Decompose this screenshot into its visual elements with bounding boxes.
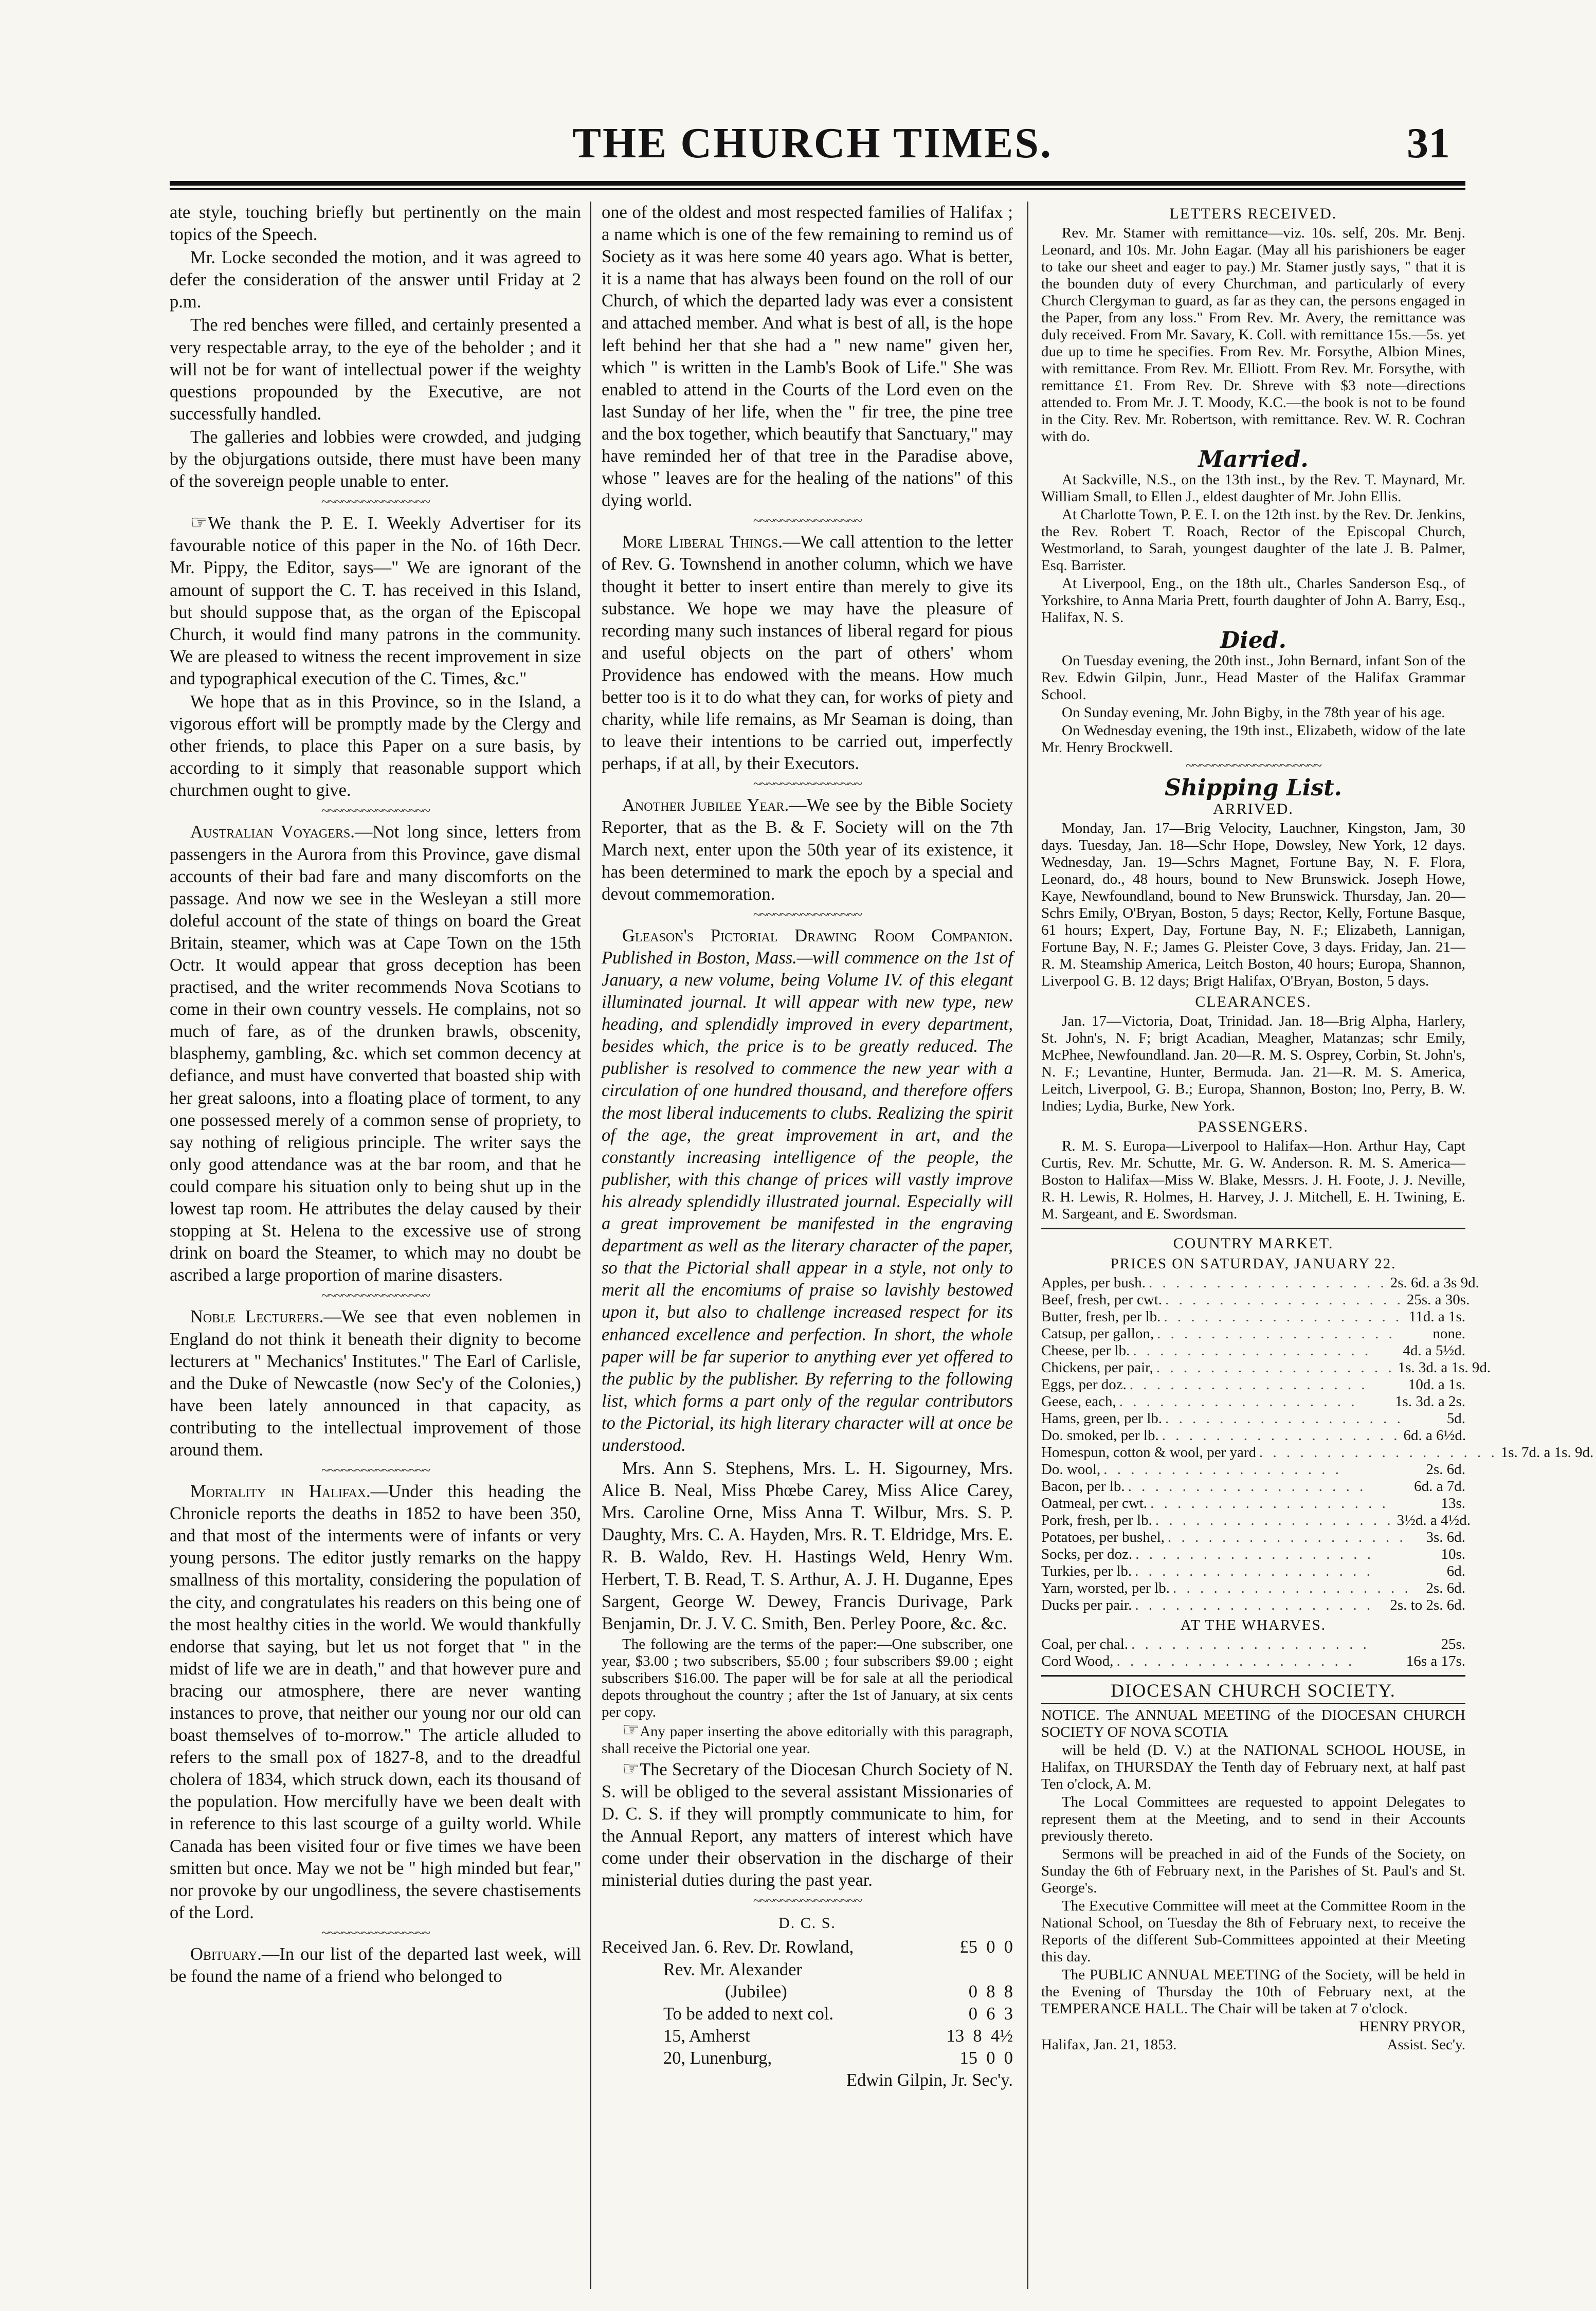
market-item: Socks, per doz. xyxy=(1041,1546,1133,1562)
market-row xyxy=(1041,1291,1470,1308)
market-row xyxy=(1041,1478,1465,1495)
article-paragraph: ate style, touching briefly but pertinently on the main topics of the Speech. xyxy=(170,203,581,245)
leader-dots: . . . . . . . . . . . . . . . . . . xyxy=(1155,1512,1394,1528)
notice-date: Halifax, Jan. 21, 1853. xyxy=(1041,2036,1177,2053)
column-2 xyxy=(602,202,1013,2289)
article-liberal-things: More Liberal Things.—We call attention to the letter of Rev. G. Townshend in another column, which we have thought it better to insert entire than merely to give its substance. We hope we may have the pleasure of recording many such instances of liberal regard for pious and useful objects on the part of others' whom Providence has endowed with the means. How much better too is it to do what they can, for works of piety and charity, while life remains, as Mr Seaman is doing, than to leave their intentions to be carried out, imperfectly perhaps, if at all, by their Executors. xyxy=(602,532,1013,774)
market-date: PRICES ON SATURDAY, JANUARY 22. xyxy=(1110,1255,1396,1272)
market-item: Butter, fresh, per lb. xyxy=(1041,1308,1161,1325)
market-row xyxy=(1041,1597,1465,1614)
wavy-divider: ~~~~~~~~~~~~~~~~~~~~ xyxy=(1186,758,1321,774)
market-price: 6d. xyxy=(1446,1563,1465,1579)
leader-dots: . . . . . . . . . . . . . . . . . . xyxy=(1129,1376,1368,1393)
market-price: 2s. 6d. a 3s 9d. xyxy=(1390,1275,1479,1291)
newspaper-title: THE CHURCH TIMES. xyxy=(572,119,1053,167)
article-paragraph: one of the oldest and most respected families of Halifax ; a name which is one of the few remaining to remind us of Society as it was here some 40 years ago. What is better, it is a name that has always been found on the roll of our Church, of which the departed lady was ever a consistent and attached member. And what is best of all, is the hope left behind her that she had a " new name" given her, which " is written in the Lamb's Book of Life." She was enabled to attend in the Courts of the Lord even on the last Sunday of her life, when the " fir tree, the pine tree and the box together, which beautify that Sanctuary," may have reminded her of that tree in the Paradise above, whose " leaves are for the healing of the nations" of this dying world. xyxy=(602,203,1013,511)
passengers-list: R. M. S. Europa—Liverpool to Halifax—Hon. Arthur Hay, Capt Curtis, Rev. Mr. Schutte, Mr. G. W. Anderson. R. M. S. America—Boston to Halifax—Miss W. Blake, Messrs. J. H. Foote, J. J. Neville, R. H. Lewis, R. Holmes, H. Harvey, J. J. Mitchell, E. H. Twining, E. M. Sargeant, and E. Swordsman. xyxy=(1041,1138,1465,1222)
market-row xyxy=(1041,1393,1465,1410)
article-paragraph: The red benches were filled, and certainly presented a very respectable array, to the eye of the beholder ; and it will not be for want of intellectual power if the weighty questions propounded by the Executive, are not successfully handled. xyxy=(170,315,581,424)
market-row xyxy=(1041,1461,1465,1478)
country-market-heading: COUNTRY MARKET. xyxy=(1173,1235,1334,1252)
market-item: Oatmeal, per cwt. xyxy=(1041,1495,1148,1512)
market-price: 6d. a 6½d. xyxy=(1403,1427,1466,1444)
article-paragraph: The galleries and lobbies were crowded, and judging by the objurgations outside, there must have been many of the sovereign people unable to enter. xyxy=(170,427,581,492)
market-item: Yarn, worsted, per lb. xyxy=(1041,1580,1170,1596)
market-row xyxy=(1041,1342,1465,1359)
market-price: 1s. 3d. a 2s. xyxy=(1395,1393,1465,1410)
market-item: Cord Wood, xyxy=(1041,1653,1114,1669)
article-anypaper: ☞Any paper inserting the above editorially with this paragraph, shall receive the Pictorial one year. xyxy=(602,1719,1013,1757)
notice-paragraph: Sermons will be preached in aid of the Funds of the Society, on Sunday the 6th of February next, in the Parishes of St. Paul's and St. George's. xyxy=(1041,1846,1465,1896)
letters-received: Rev. Mr. Stamer with remittance—viz. 10s. self, 20s. Mr. Benj. Leonard, and 10s. Mr. John Eagar. (May all his parishioners be eager to take our sheet and eager to pay.) Mr. Stamer justly says, " that it is the bounden duty of every Churchman, and particularly of every Church Clergyman to guard, as far as they can, the persons engaged in the Paper, from any loss." From Rev. Mr. Avery, the remittance was duly received. From Mr. Savary, K. Coll. with remittance 15s.—5s. yet due up to time he specifies. From Rev. Mr. Forsythe, Albion Mines, with remittance. From Rev. Mr. Elliott. From Rev. Mr. Forsythe, with remittance £1. From Rev. Dr. Shreve with $3 note—directions attended to. From Mr. J. T. Moody, K.C.—the book is not to be found in the City. Rev. Mr. Robertson, with remittance. Rev. W. R. Cochran with do. xyxy=(1041,225,1465,445)
table-row: Received Jan. 6. Rev. Dr. Rowland, £5 0 0 xyxy=(602,1937,1013,1957)
leader-dots: . . . . . . . . . . . . . . . . . . xyxy=(1164,1308,1403,1325)
wharves-price-list xyxy=(1041,1636,1465,1670)
market-item: Turkies, per lb. xyxy=(1041,1563,1132,1579)
section-rule xyxy=(1041,1228,1465,1229)
death-notice: On Wednesday evening, the 19th inst., Elizabeth, widow of the late Mr. Henry Brockwell. xyxy=(1041,722,1465,756)
market-row xyxy=(1041,1275,1479,1291)
article-mortality: Mortality in Halifax.—Under this heading the Chronicle reports the deaths in 1852 to have been 350, and that most of the interments were of infants or very young persons. The editor justly remarks on the happy smallness of this mortality, considering the population of the city, and congratulates his readers on this being one of the most healthy cities in the world. We would thankfully endorse that saying, but let us not forget that " in the midst of life we are in death," and that however pure and bracing our atmosphere, there are never wanting instances to prove, that neither our young nor our old can boast themselves of to-morrow." The article alluded to refers to the small pox of 1827-8, and to the dreadful cholera of 1834, which struck down, each its thousand of the population. How mercifully have we been dealt with in reference to this last scourge of a guilty world. While Canada has been visited four or five times we have been smitten but once. May we not be " high minded but fear," nor provoke by our ungodliness, the severe chastisements of the Lord. xyxy=(170,1482,581,1922)
article-paragraph: Mr. Locke seconded the motion, and it was agreed to defer the consideration of the answer until Friday at 2 p.m. xyxy=(170,248,581,312)
market-row xyxy=(1041,1512,1471,1529)
market-price: 2s. 6d. xyxy=(1426,1461,1465,1478)
leader-dots: . . . . . . . . . . . . . . . . . . xyxy=(1148,1275,1387,1291)
market-price: 6d. a 7d. xyxy=(1414,1478,1465,1495)
notice-signature: HENRY PRYOR, xyxy=(1359,2018,1465,2035)
market-price: 13s. xyxy=(1441,1495,1465,1512)
article-advertiser: ☞We thank the P. E. I. Weekly Advertiser for its favourable notice of this paper in the No. of 16th Decr. Mr. Pippy, the Editor, says—" We are ignorant of the amount of support the C. T. has received in this Island, but should suppose that, as the organ of the Episcopal Church, it would find many patrons in the community. We are pleased to witness the recent improvement in size and typographical execution of the C. Times, &c." xyxy=(170,512,581,688)
leader-dots: . . . . . . . . . . . . . . . . . . xyxy=(1150,1495,1389,1512)
married-heading: Married. xyxy=(1198,446,1309,472)
market-price: 5d. xyxy=(1446,1410,1465,1427)
market-item: Potatoes, per bushel, xyxy=(1041,1529,1165,1545)
article-secretary: ☞The Secretary of the Diocesan Church Society of N. S. will be obliged to the several assistant Missionaries of D. C. S. if they will promptly communicate to him, for the Annual Report, any matters of interest which have come under their observation in the discharge of their ministerial duties during the past year. xyxy=(602,1758,1013,1890)
leader-dots: . . . . . . . . . . . . . . . . . . xyxy=(1119,1393,1358,1410)
table-row: 15, Amherst 13 8 4½ xyxy=(663,2026,1013,2046)
arrived-heading: ARRIVED. xyxy=(1213,800,1294,817)
leader-dots: . . . . . . . . . . . . . . . . . . xyxy=(1172,1580,1411,1596)
market-item: Do. smoked, per lb. xyxy=(1041,1427,1159,1444)
market-price-list xyxy=(1041,1275,1594,1614)
pointing-hand-icon: ☞ xyxy=(622,1719,640,1741)
arrived-list: Monday, Jan. 17—Brig Velocity, Lauchner, Kingston, Jam, 30 days. Tuesday, Jan. 18—Schr Hope, Dowsley, New York, 12 days. Wednesday, Jan. 19—Schrs Magnet, Fortune Bay, N. F. Flora, Leonard, do., 48 hours, bound to New Brunswick. Joseph Howe, Kaye, Newfoundland, bound to New Brunswick. Thursday, Jan. 20—Schrs Emily, O'Bryan, Boston, 5 days; Rector, Kelly, Fortune Basque, 61 hours; Expert, Day, Fortune Bay, N. F.; Elizabeth, Lannigan, Fortune Bay, N. F.; James G. Pleister Cove, 3 days. Friday, Jan. 21—R. M. Steamship America, Leitch Boston, 40 hours; Europa, Shannon, Liverpool G. B. 12 days; Brigt Halifax, O'Bryan, Boston, 5 days. xyxy=(1041,820,1465,989)
table-row: 20, Lunenburg, 15 0 0 xyxy=(663,2048,1013,2068)
market-item: Do. wool, xyxy=(1041,1461,1101,1478)
market-item: Coal, per chal. xyxy=(1041,1636,1129,1652)
market-price: 3½d. a 4½d. xyxy=(1396,1512,1471,1528)
dcs-signature: Edwin Gilpin, Jr. Sec'y. xyxy=(846,2070,1013,2090)
market-item: Bacon, per lb. xyxy=(1041,1478,1125,1495)
leader-dots: . . . . . . . . . . . . . . . . . . xyxy=(1116,1653,1355,1669)
market-price: 1s. 7d. a 1s. 9d. xyxy=(1500,1444,1594,1461)
clearances-heading: CLEARANCES. xyxy=(1195,993,1312,1010)
market-item: Beef, fresh, per cwt. xyxy=(1041,1291,1163,1308)
page-number: 31 xyxy=(1407,119,1450,167)
wavy-divider: ~~~~~~~~~~~~~~~~ xyxy=(321,1288,430,1304)
leader-dots: . . . . . . . . . . . . . . . . . . xyxy=(1165,1410,1404,1427)
wavy-divider: ~~~~~~~~~~~~~~~~ xyxy=(753,513,862,530)
section-rule xyxy=(1041,1703,1465,1704)
column-3 xyxy=(1041,202,1594,2289)
market-price: 3s. 6d. xyxy=(1426,1529,1465,1545)
market-item: Pork, fresh, per lb. xyxy=(1041,1512,1152,1528)
married-notice: At Sackville, N.S., on the 13th inst., by the Rev. T. Maynard, Mr. William Small, to Ellen J., eldest daughter of Mr. John Ellis. xyxy=(1041,471,1465,505)
market-price: 16s a 17s. xyxy=(1406,1653,1465,1669)
masthead xyxy=(170,118,1455,180)
leader-dots: . . . . . . . . . . . . . . . . . . xyxy=(1157,1325,1395,1342)
market-row xyxy=(1041,1410,1465,1427)
market-row xyxy=(1041,1308,1465,1325)
married-notice: At Liverpool, Eng., on the 18th ult., Charles Sanderson Esq., of Yorkshire, to Anna Maria Prett, fourth daughter of John A. Barry, Esq., Halifax, N. S. xyxy=(1041,575,1465,626)
market-row xyxy=(1041,1376,1465,1393)
shipping-list-heading: Shipping List. xyxy=(1165,775,1342,801)
column-1 xyxy=(170,202,581,2289)
article-jubilee: Another Jubilee Year.—We see by the Bible Society Reporter, that as the B. & F. Society will on the 7th March next, enter upon the 50th year of its existence, it has been determined to mark the epoch by a special and devout commemoration. xyxy=(602,795,1013,904)
market-row xyxy=(1041,1580,1465,1597)
leader-dots: . . . . . . . . . . . . . . . . . . xyxy=(1135,1546,1374,1562)
market-price: 11d. a 1s. xyxy=(1408,1308,1465,1325)
table-row: Rev. Mr. Alexander xyxy=(663,1959,802,1979)
wavy-divider: ~~~~~~~~~~~~~~~~ xyxy=(321,494,430,511)
dcs-heading: D. C. S. xyxy=(778,1915,836,1932)
market-price: none. xyxy=(1432,1325,1465,1342)
pointing-hand-icon: ☞ xyxy=(190,512,208,534)
table-row: (Jubilee) 0 8 8 xyxy=(725,1981,1013,2001)
leader-dots: . . . . . . . . . . . . . . . . . . xyxy=(1259,1444,1498,1461)
wavy-divider: ~~~~~~~~~~~~~~~~ xyxy=(321,803,430,820)
notice-paragraph: The Local Committees are requested to appoint Delegates to represent them at the Meeting, and to send in their Accounts previously thereto. xyxy=(1041,1794,1465,1844)
market-item: Homespun, cotton & wool, per yard xyxy=(1041,1444,1257,1461)
dcs-receipts-table xyxy=(602,1936,1013,2069)
leader-dots: . . . . . . . . . . . . . . . . . . xyxy=(1135,1563,1373,1579)
pointing-hand-icon: ☞ xyxy=(622,1758,640,1780)
letters-received-heading: LETTERS RECEIVED. xyxy=(1169,205,1337,222)
market-row xyxy=(1041,1427,1465,1444)
leader-dots: . . . . . . . . . . . . . . . . . . xyxy=(1135,1597,1374,1613)
market-item: Ducks per pair. xyxy=(1041,1597,1132,1613)
masthead-rule-thin xyxy=(170,188,1465,190)
market-item: Cheese, per lb. xyxy=(1041,1342,1130,1359)
market-item: Geese, each, xyxy=(1041,1393,1116,1410)
market-row xyxy=(1041,1495,1465,1512)
market-row xyxy=(1041,1529,1465,1546)
wavy-divider: ~~~~~~~~~~~~~~~~ xyxy=(753,776,862,793)
article-noble-lecturers: Noble Lecturers.—We see that even noblemen in England do not think it beneath their dignity to become lecturers at " Mechanics' Institutes." The Earl of Carlisle, and the Duke of Newcastle (now Sec'y of the Colonies,) have been lately announced in that capacity, as contributing to the intellectual improvement of those around them. xyxy=(170,1307,581,1460)
wavy-divider: ~~~~~~~~~~~~~~~~ xyxy=(753,906,862,923)
market-row xyxy=(1041,1653,1465,1670)
leader-dots: . . . . . . . . . . . . . . . . . . xyxy=(1133,1342,1372,1359)
market-price: 1s. 3d. a 1s. 9d. xyxy=(1398,1359,1491,1376)
market-row xyxy=(1041,1444,1594,1461)
market-price: 2s. 6d. xyxy=(1426,1580,1465,1596)
article-australian-voyagers: Australian Voyagers.—Not long since, letters from passengers in the Aurora from this Province, gave dismal accounts of their bad fare and many discomforts on the passage. And now we see in the Wesleyan a still more doleful account of the state of things on board the Great Britain, steamer, which was at Cape Town on the 15th Octr. It would appear that gross deception has been practised, and the writer recommends Nova Scotians to come in their own country vessels. He complains, not so much of fare, as of the drunken brawls, obscenity, blasphemy, gambling, &c. which set common decency at defiance, and must have converted that boasted ship with her great saloons, into a floating place of torment, to any one possessed merely of a common sense of propriety, to say nothing of religious principle. The writer says the only good attendance was at the bar room, and that he could compare his situation only to being shut up in the lowest tap room. He attributes the delay caused by their stopping at St. Helena to the excessive use of strong drink on board the Steamer, to which may no doubt be ascribed a large proportion of marine disasters. xyxy=(170,822,581,1285)
market-item: Eggs, per doz. xyxy=(1041,1376,1127,1393)
market-price: 2s. to 2s. 6d. xyxy=(1390,1597,1465,1613)
section-rule xyxy=(1041,1675,1465,1677)
article-paragraph: The following are the terms of the paper:—One subscriber, one year, $3.00 ; two subscribers, $5.00 ; four subscribers $9.00 ; eight subscribers $16.00. The paper will be for sale at all the periodical depots throughout the country ; after the 1st of January, at six cents per copy. xyxy=(602,1635,1013,1720)
leader-dots: . . . . . . . . . . . . . . . . . . xyxy=(1156,1359,1395,1376)
market-item: Apples, per bush. xyxy=(1041,1275,1146,1291)
market-row xyxy=(1041,1563,1465,1580)
leader-dots: . . . . . . . . . . . . . . . . . . xyxy=(1128,1478,1367,1495)
died-heading: Died. xyxy=(1220,627,1286,653)
death-notice: On Sunday evening, Mr. John Bigby, in the 78th year of his age. xyxy=(1062,704,1445,721)
article-paragraph: We hope that as in this Province, so in the Island, a vigorous effort will be promptly made by the Clergy and other friends, to place this Paper on a sure basis, by according to it simply that reasonable support which churchmen ought to give. xyxy=(170,692,581,800)
market-item: Catsup, per gallon, xyxy=(1041,1325,1154,1342)
market-price: 10d. a 1s. xyxy=(1408,1376,1465,1393)
wavy-divider: ~~~~~~~~~~~~~~~~ xyxy=(321,1463,430,1479)
wavy-divider: ~~~~~~~~~~~~~~~~ xyxy=(321,1925,430,1941)
market-row xyxy=(1041,1636,1465,1653)
market-price: 4d. a 5½d. xyxy=(1403,1342,1465,1359)
notice-paragraph: The Executive Committee will meet at the Committee Room in the National School, on Tuesday the 8th of February next, to receive the Reports of the different Sub-Committees appointed at their Meeting this day. xyxy=(1041,1898,1465,1965)
notice-lead: NOTICE. The ANNUAL MEETING of the DIOCESAN CHURCH SOCIETY OF NOVA SCOTIA xyxy=(1041,1707,1465,1740)
notice-footer xyxy=(1041,2036,1465,2053)
leader-dots: . . . . . . . . . . . . . . . . . . xyxy=(1103,1461,1342,1478)
married-notice: At Charlotte Town, P. E. I. on the 12th inst. by the Rev. Dr. Jenkins, the Rev. Robert T. Roach, Rector of the Episcopal Church, Westmorland, to Sarah, youngest daughter of the late J. B. Palmer, Esq. Barrister. xyxy=(1041,506,1465,574)
leader-dots: . . . . . . . . . . . . . . . . . . xyxy=(1162,1427,1401,1444)
passengers-heading: PASSENGERS. xyxy=(1198,1118,1309,1135)
leader-dots: . . . . . . . . . . . . . . . . . . xyxy=(1131,1636,1370,1652)
diocesan-society-heading: DIOCESAN CHURCH SOCIETY. xyxy=(1111,1680,1396,1701)
column-divider xyxy=(590,202,591,2289)
leader-dots: . . . . . . . . . . . . . . . . . . xyxy=(1168,1529,1406,1545)
market-price: 25s. xyxy=(1441,1636,1465,1652)
wharves-heading: AT THE WHARVES. xyxy=(1180,1617,1327,1633)
notice-paragraph: will be held (D. V.) at the NATIONAL SCHOOL HOUSE, in Halifax, on THURSDAY the Tenth day of February next, at half past Ten o'clock, A. M. xyxy=(1041,1742,1465,1792)
market-price: 25s. a 30s. xyxy=(1406,1291,1470,1308)
market-row xyxy=(1041,1546,1465,1563)
wavy-divider: ~~~~~~~~~~~~~~~~ xyxy=(753,1893,862,1909)
masthead-rule-thick xyxy=(170,181,1465,186)
notice-paragraph: The PUBLIC ANNUAL MEETING of the Society, will be held in the Evening of Thursday the 10th of February next, at the TEMPERANCE HALL. The Chair will be taken at 7 o'clock. xyxy=(1041,1967,1465,2017)
market-price: 10s. xyxy=(1441,1546,1465,1562)
market-item: Hams, green, per lb. xyxy=(1041,1410,1163,1427)
death-notice: On Tuesday evening, the 20th inst., John Bernard, infant Son of the Rev. Edwin Gilpin, Junr., Head Master of the Halifax Grammar School. xyxy=(1041,652,1465,703)
article-gleason: Gleason's Pictorial Drawing Room Companion. Published in Boston, Mass.—will commence on the 1st of January, a new volume, being Volume IV. of this elegant illuminated journal. It will appear with new type, new heading, and splendidly improved in every department, besides which, the price is to be greatly reduced. The publisher is resolved to commence the new year with a circulation of one hundred thousand, and therefore offers the most liberal inducements to clubs. Realizing the spirit of the age, the great improvement in art, and the constantly increasing intelligence of the people, the publisher, with this change of prices will vastly improve his already splendidly illustrated journal. Especially will a great improvement be manifested in the engraving department as well as the literary character of the paper, so that the Pictorial shall appear in a style, not only to merit all the encomiums of praise so lavishly bestowed upon it, but also to challenge increased respect for its enhanced excellence and perfection. In short, the whole paper will be far superior to anything ever yet offered to the public by the publisher. By referring to the following list, which forms a part only of the regular contributors to the Pictorial, its high literary character will at once be understood. xyxy=(602,925,1013,1455)
article-paragraph: Mrs. Ann S. Stephens, Mrs. L. H. Sigourney, Mrs. Alice B. Neal, Miss Phœbe Carey, Miss Alice Carey, Mrs. Caroline Orne, Miss Anna T. Wilbur, Mrs. S. P. Daughty, Mrs. C. A. Hayden, Mrs. R. T. Eldridge, Mrs. E. R. B. Waldo, Rev. H. Hastings Weld, Henry Wm. Herbert, T. B. Read, T. S. Arthur, A. J. H. Duganne, Epes Sargent, George W. Dewey, Francis Durivage, Park Benjamin, Dr. J. V. C. Smith, Ben. Perley Poore, &c. &c. xyxy=(602,1459,1013,1633)
leader-dots: . . . . . . . . . . . . . . . . . . xyxy=(1165,1291,1404,1308)
article-obituary: Obituary.—In our list of the departed last week, will be found the name of a friend who belonged to xyxy=(170,1944,581,1987)
table-row: To be added to next col. 0 6 3 xyxy=(663,2004,1013,2024)
notice-signature-title: Assist. Sec'y. xyxy=(1387,2036,1465,2053)
market-row xyxy=(1041,1359,1491,1376)
column-divider xyxy=(1027,202,1028,2289)
clearances-list: Jan. 17—Victoria, Doat, Trinidad. Jan. 18—Brig Alpha, Harlery, St. John's, N. F; brigt Acadian, Meagher, Matanzas; schr Emily, McPhee, Newfoundland. Jan. 20—R. M. S. Osprey, Corbin, St. John's, N. F.; Levantine, Hunter, Bermuda. Jan. 21—R. M. S. America, Leitch, Liverpool, G. B.; Europa, Shannon, Boston; Ino, Perry, B. W. Indies; Lydia, Burke, New York. xyxy=(1041,1013,1465,1114)
market-row xyxy=(1041,1325,1465,1342)
market-item: Chickens, per pair, xyxy=(1041,1359,1153,1376)
